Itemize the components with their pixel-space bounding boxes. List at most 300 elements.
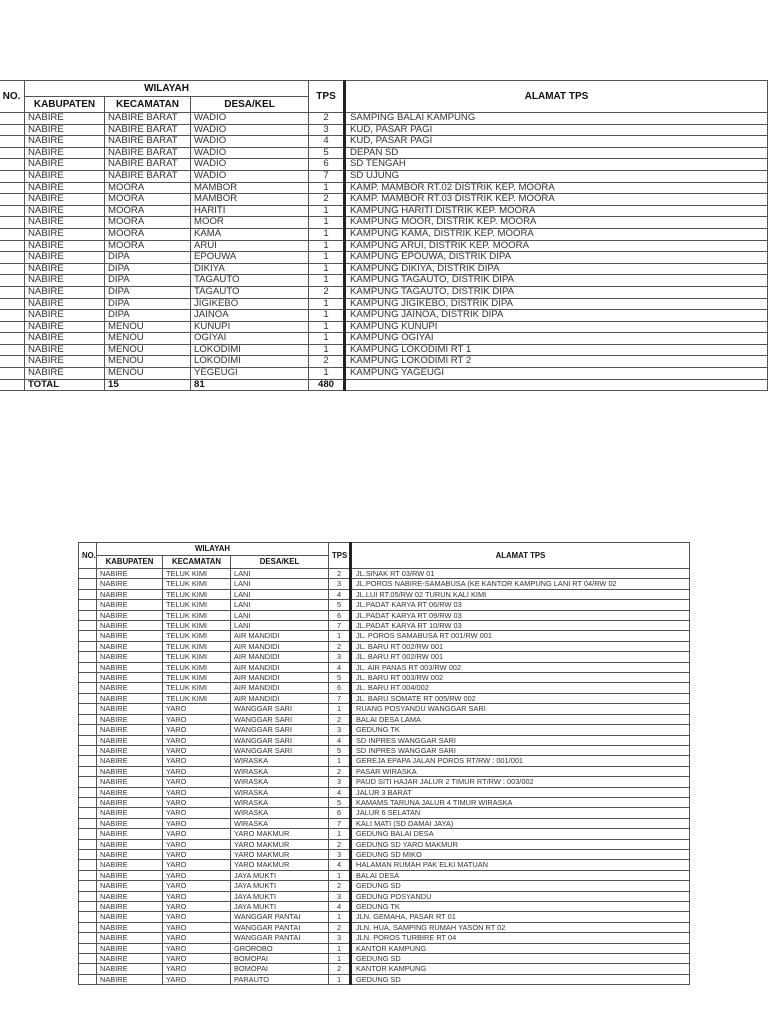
kecamatan-cell: TELUK KIMI [163, 652, 231, 662]
kabupaten-cell: NABIRE [97, 912, 163, 922]
kecamatan-cell: YARO [163, 787, 231, 797]
desa-cell: WADIO [191, 113, 309, 125]
alamat-cell: KAMPUNG MOOR, DISTRIK KEP. MOORA [345, 217, 768, 229]
table-row [79, 787, 690, 797]
kecamatan-cell: TELUK KIMI [163, 610, 231, 620]
table-row [79, 621, 690, 631]
table-row [79, 808, 690, 818]
desa-cell: JAYA MUKTI [231, 870, 329, 880]
kabupaten-cell: NABIRE [25, 310, 105, 322]
desa-cell: WADIO [191, 170, 309, 182]
tps-cell: 1 [309, 228, 345, 240]
alamat-cell: JL.PADAT KARYA RT 09/RW 03 [351, 610, 690, 620]
table-row [0, 275, 768, 287]
kecamatan-cell: TELUK KIMI [163, 673, 231, 683]
table-row [0, 147, 768, 159]
kabupaten-cell: NABIRE [97, 787, 163, 797]
kabupaten-cell: NABIRE [97, 860, 163, 870]
kabupaten-cell: NABIRE [97, 933, 163, 943]
desa-cell: LOKODIMI [191, 356, 309, 368]
desa-cell: TAGAUTO [191, 275, 309, 287]
kabupaten-cell: NABIRE [97, 569, 163, 579]
alamat-cell: JL. BARU RT 002/RW 001 [351, 641, 690, 651]
table-row [79, 964, 690, 974]
table-row [0, 333, 768, 345]
row-number-cell [79, 641, 97, 651]
table-row [79, 933, 690, 943]
tps-cell: 4 [329, 589, 351, 599]
desa-cell: AIR MANDIDI [231, 631, 329, 641]
desa-cell: LOKODIMI [191, 344, 309, 356]
kecamatan-cell: MENOU [105, 356, 191, 368]
kabupaten-cell: NABIRE [97, 693, 163, 703]
desa-cell: WANGGAR SARI [231, 725, 329, 735]
tps-cell: 1 [309, 217, 345, 229]
desa-cell: JAYA MUKTI [231, 902, 329, 912]
kecamatan-cell: YARO [163, 704, 231, 714]
row-number-cell [0, 136, 25, 148]
alamat-cell: JL.LUI RT.05/RW 02 TURUN KALI KIMI [351, 589, 690, 599]
kecamatan-cell: YARO [163, 881, 231, 891]
row-number-cell [79, 652, 97, 662]
kabupaten-cell: NABIRE [97, 766, 163, 776]
kecamatan-cell: YARO [163, 808, 231, 818]
row-number-cell [79, 589, 97, 599]
kecamatan-cell: YARO [163, 933, 231, 943]
table-row [79, 777, 690, 787]
row-number-cell [79, 964, 97, 974]
table-row [0, 298, 768, 310]
tps-cell: 4 [329, 787, 351, 797]
desa-cell: WADIO [191, 159, 309, 171]
kabupaten-cell: NABIRE [97, 839, 163, 849]
desa-cell: HARITI [191, 205, 309, 217]
kabupaten-cell: NABIRE [97, 808, 163, 818]
table-row [79, 881, 690, 891]
kabupaten-cell: NABIRE [97, 704, 163, 714]
row-number-cell [0, 286, 25, 298]
desa-cell: YARO MAKMUR [231, 860, 329, 870]
table-row [0, 240, 768, 252]
tps-cell: 6 [329, 808, 351, 818]
kecamatan-cell: NABIRE BARAT [105, 159, 191, 171]
row-number-cell [0, 275, 25, 287]
kecamatan-cell: YARO [163, 870, 231, 880]
tps-cell: 7 [329, 818, 351, 828]
tps-cell: 1 [309, 368, 345, 380]
alamat-cell: KAMP. MAMBOR RT.03 DISTRIK KEP. MOORA [345, 194, 768, 206]
kecamatan-cell: YARO [163, 849, 231, 859]
desa-cell: ARUI [191, 240, 309, 252]
kecamatan-cell: MENOU [105, 333, 191, 345]
row-number-cell [79, 860, 97, 870]
tps-cell: 1 [329, 756, 351, 766]
row-number-cell [79, 579, 97, 589]
table-row [79, 714, 690, 724]
tps-cell: 2 [329, 641, 351, 651]
desa-cell: JAINOA [191, 310, 309, 322]
alamat-cell: GEDUNG TK [351, 902, 690, 912]
alamat-cell: JL.PADAT KARYA RT 10/RW 03 [351, 621, 690, 631]
kecamatan-cell: MENOU [105, 368, 191, 380]
kecamatan-cell: DIPA [105, 252, 191, 264]
kecamatan-cell: YARO [163, 745, 231, 755]
kecamatan-cell: MOORA [105, 182, 191, 194]
row-number-cell [0, 217, 25, 229]
alamat-cell: KAMPUNG ARUI, DISTRIK KEP. MOORA [345, 240, 768, 252]
kabupaten-cell: NABIRE [25, 333, 105, 345]
tps-cell: 2 [309, 113, 345, 125]
row-number-cell [0, 182, 25, 194]
alamat-cell: KAMPUNG KUNUPI [345, 321, 768, 333]
row-number-cell [79, 756, 97, 766]
tps-cell: 1 [329, 870, 351, 880]
row-number-cell [0, 310, 25, 322]
table-row [79, 735, 690, 745]
table-row [0, 286, 768, 298]
alamat-cell: KAMPUNG KAMA, DISTRIK KEP. MOORA [345, 228, 768, 240]
row-number-cell [79, 933, 97, 943]
kabupaten-cell: NABIRE [25, 194, 105, 206]
tps-cell: 1 [309, 205, 345, 217]
header-desa: DESA/KEL [231, 556, 329, 569]
alamat-cell: GEDUNG SD [351, 974, 690, 984]
kecamatan-cell: YARO [163, 964, 231, 974]
table-row [79, 600, 690, 610]
table-row [0, 182, 768, 194]
desa-cell: YARO MAKMUR [231, 849, 329, 859]
row-number-cell [0, 321, 25, 333]
row-number-cell [79, 943, 97, 953]
total-kecamatan: 15 [105, 379, 191, 391]
table-row [79, 922, 690, 932]
kecamatan-cell: YARO [163, 777, 231, 787]
alamat-cell: JALUR 6 SELATAN [351, 808, 690, 818]
kabupaten-cell: NABIRE [97, 954, 163, 964]
total-row [0, 379, 768, 391]
alamat-cell: KANTOR KAMPUNG [351, 964, 690, 974]
kabupaten-cell: NABIRE [97, 714, 163, 724]
kabupaten-cell: NABIRE [25, 298, 105, 310]
alamat-cell: SD INPRES WANGGAR SARI [351, 735, 690, 745]
tps-cell: 4 [309, 136, 345, 148]
kecamatan-cell: TELUK KIMI [163, 631, 231, 641]
kabupaten-cell: NABIRE [97, 943, 163, 953]
table-row [0, 368, 768, 380]
kabupaten-cell: NABIRE [25, 286, 105, 298]
row-number-cell [79, 766, 97, 776]
desa-cell: AIR MANDIDI [231, 641, 329, 651]
desa-cell: BOMOPAI [231, 964, 329, 974]
desa-cell: WIRASKA [231, 797, 329, 807]
table-row [0, 217, 768, 229]
alamat-cell: PASAR WIRASKA [351, 766, 690, 776]
kabupaten-cell: NABIRE [97, 870, 163, 880]
total-tps: 480 [309, 379, 345, 391]
desa-cell: LANI [231, 600, 329, 610]
kecamatan-cell: MENOU [105, 321, 191, 333]
alamat-cell: KAMPUNG JIGIKEBO, DISTRIK DIPA [345, 298, 768, 310]
tps-cell: 2 [309, 356, 345, 368]
desa-cell: TAGAUTO [191, 286, 309, 298]
alamat-cell: KAMPUNG EPOUWA, DISTRIK DIPA [345, 252, 768, 264]
tps-cell: 4 [329, 860, 351, 870]
row-number-cell [0, 298, 25, 310]
desa-cell: LANI [231, 610, 329, 620]
header-kabupaten: KABUPATEN [25, 97, 105, 113]
desa-cell: AIR MANDIDI [231, 662, 329, 672]
desa-cell: WIRASKA [231, 818, 329, 828]
desa-cell: EPOUWA [191, 252, 309, 264]
row-number-cell [79, 777, 97, 787]
tps-cell: 2 [329, 569, 351, 579]
row-number-cell [79, 621, 97, 631]
row-number-cell [79, 725, 97, 735]
alamat-cell: GEDUNG TK [351, 725, 690, 735]
kabupaten-cell: NABIRE [97, 849, 163, 859]
tps-cell: 2 [309, 286, 345, 298]
kabupaten-cell: NABIRE [25, 182, 105, 194]
kabupaten-cell: NABIRE [25, 217, 105, 229]
row-number-cell [79, 974, 97, 984]
row-number-cell [79, 829, 97, 839]
row-number-cell [0, 333, 25, 345]
alamat-cell: SD UJUNG [345, 170, 768, 182]
alamat-cell: KAMAMS TARUNA JALUR 4 TIMUR WIRASKA [351, 797, 690, 807]
table-row [79, 756, 690, 766]
kecamatan-cell: NABIRE BARAT [105, 170, 191, 182]
tps-cell: 2 [329, 839, 351, 849]
tps-cell: 3 [329, 579, 351, 589]
table-row [79, 818, 690, 828]
desa-cell: AIR MANDIDI [231, 683, 329, 693]
kecamatan-cell: TELUK KIMI [163, 641, 231, 651]
kabupaten-cell: NABIRE [97, 641, 163, 651]
alamat-cell: KUD, PASAR PAGI [345, 124, 768, 136]
kabupaten-cell: NABIRE [97, 797, 163, 807]
table-row [0, 263, 768, 275]
table-row [0, 136, 768, 148]
row-number-cell [79, 839, 97, 849]
kabupaten-cell: NABIRE [97, 964, 163, 974]
alamat-cell: GEDUNG SD [351, 954, 690, 964]
kecamatan-cell: TELUK KIMI [163, 579, 231, 589]
kecamatan-cell: DIPA [105, 263, 191, 275]
row-number-cell [79, 610, 97, 620]
desa-cell: LANI [231, 569, 329, 579]
row-number-cell [0, 113, 25, 125]
tps-cell: 1 [309, 252, 345, 264]
alamat-cell: JL. BARU RT 004/002 [351, 683, 690, 693]
row-number-cell [79, 808, 97, 818]
kecamatan-cell: TELUK KIMI [163, 569, 231, 579]
alamat-cell: GEDUNG SD [351, 881, 690, 891]
alamat-cell: BALAI DESA [351, 870, 690, 880]
tps-cell: 3 [329, 725, 351, 735]
table-row [79, 610, 690, 620]
row-number-cell [0, 344, 25, 356]
tps-cell: 3 [329, 933, 351, 943]
table-row [0, 344, 768, 356]
alamat-cell: KAMPUNG LOKODIMI RT 2 [345, 356, 768, 368]
alamat-cell: SD TENGAH [345, 159, 768, 171]
row-number-cell [79, 673, 97, 683]
row-number-cell [79, 745, 97, 755]
table-row [79, 891, 690, 901]
header-wilayah: WILAYAH [25, 81, 309, 97]
row-number-cell [0, 356, 25, 368]
table-row [0, 194, 768, 206]
alamat-cell: SAMPING BALAI KAMPUNG [345, 113, 768, 125]
table-row [79, 943, 690, 953]
tps-cell: 2 [329, 922, 351, 932]
desa-cell: WANGGAR PANTAI [231, 912, 329, 922]
tps-cell: 5 [309, 147, 345, 159]
kecamatan-cell: TELUK KIMI [163, 662, 231, 672]
kecamatan-cell: MOORA [105, 194, 191, 206]
desa-cell: MOOR [191, 217, 309, 229]
alamat-cell: GEDUNG SD MIKO [351, 849, 690, 859]
header-no: NO. [79, 543, 97, 569]
table-row [79, 954, 690, 964]
kecamatan-cell: TELUK KIMI [163, 600, 231, 610]
kabupaten-cell: NABIRE [97, 902, 163, 912]
desa-cell: WIRASKA [231, 777, 329, 787]
alamat-cell: KAMPUNG JAINOA, DISTRIK DIPA [345, 310, 768, 322]
kabupaten-cell: NABIRE [97, 683, 163, 693]
desa-cell: PARAUTO [231, 974, 329, 984]
row-number-cell [0, 194, 25, 206]
kecamatan-cell: MOORA [105, 205, 191, 217]
table-row [0, 252, 768, 264]
kabupaten-cell: NABIRE [97, 829, 163, 839]
kabupaten-cell: NABIRE [25, 240, 105, 252]
kecamatan-cell: YARO [163, 766, 231, 776]
kabupaten-cell: NABIRE [97, 631, 163, 641]
kecamatan-cell: YARO [163, 943, 231, 953]
tps-cell: 2 [329, 766, 351, 776]
header-tps: TPS [309, 81, 345, 113]
desa-cell: LANI [231, 621, 329, 631]
table-row [0, 356, 768, 368]
desa-cell: JIGIKEBO [191, 298, 309, 310]
kecamatan-cell: TELUK KIMI [163, 589, 231, 599]
desa-cell: YARO MAKMUR [231, 839, 329, 849]
alamat-cell: KUD, PASAR PAGI [345, 136, 768, 148]
tps-cell: 1 [309, 321, 345, 333]
header-no: NO. [0, 81, 25, 113]
desa-cell: WANGGAR SARI [231, 714, 329, 724]
kecamatan-cell: YARO [163, 912, 231, 922]
kabupaten-cell: NABIRE [25, 113, 105, 125]
tps-cell: 1 [309, 275, 345, 287]
desa-cell: WANGGAR PANTAI [231, 933, 329, 943]
kabupaten-cell: NABIRE [97, 673, 163, 683]
table-row [79, 631, 690, 641]
kabupaten-cell: NABIRE [97, 756, 163, 766]
desa-cell: KAMA [191, 228, 309, 240]
tps-cell: 7 [329, 693, 351, 703]
header-kabupaten: KABUPATEN [97, 556, 163, 569]
kabupaten-cell: NABIRE [25, 275, 105, 287]
kecamatan-cell: MOORA [105, 240, 191, 252]
tps-cell: 4 [329, 902, 351, 912]
row-number-cell [0, 159, 25, 171]
tps-cell: 6 [329, 683, 351, 693]
tps-cell: 5 [329, 600, 351, 610]
kabupaten-cell: NABIRE [97, 922, 163, 932]
kecamatan-cell: YARO [163, 954, 231, 964]
table-row [79, 797, 690, 807]
desa-cell: WANGGAR SARI [231, 704, 329, 714]
kecamatan-cell: YARO [163, 922, 231, 932]
alamat-cell: KAMPUNG OGIYAI [345, 333, 768, 345]
header-tps: TPS [329, 543, 351, 569]
row-number-cell [0, 228, 25, 240]
kabupaten-cell: NABIRE [97, 600, 163, 610]
tps-cell: 1 [309, 263, 345, 275]
kecamatan-cell: YARO [163, 797, 231, 807]
table-row [79, 766, 690, 776]
desa-cell: GROROBO [231, 943, 329, 953]
desa-cell: BOMOPAI [231, 954, 329, 964]
kabupaten-cell: NABIRE [25, 170, 105, 182]
kecamatan-cell: NABIRE BARAT [105, 136, 191, 148]
table-row [0, 321, 768, 333]
row-number-cell [79, 870, 97, 880]
kabupaten-cell: NABIRE [97, 610, 163, 620]
kabupaten-cell: NABIRE [25, 368, 105, 380]
tps-cell: 6 [329, 610, 351, 620]
desa-cell: WADIO [191, 136, 309, 148]
table-row [79, 589, 690, 599]
row-number-cell [79, 818, 97, 828]
alamat-cell: KALI MATI (SD DAMAI JAYA) [351, 818, 690, 828]
row-number-cell [79, 797, 97, 807]
tps-cell: 2 [329, 964, 351, 974]
row-number-cell [79, 849, 97, 859]
kecamatan-cell: MENOU [105, 344, 191, 356]
table-row [79, 849, 690, 859]
kabupaten-cell: NABIRE [97, 881, 163, 891]
desa-cell: AIR MANDIDI [231, 693, 329, 703]
row-number-cell [79, 735, 97, 745]
kabupaten-cell: NABIRE [25, 228, 105, 240]
kabupaten-cell: NABIRE [25, 124, 105, 136]
header-desa: DESA/KEL [191, 97, 309, 113]
table-row [0, 159, 768, 171]
alamat-cell: GEDUNG BALAI DESA [351, 829, 690, 839]
kecamatan-cell: TELUK KIMI [163, 693, 231, 703]
kabupaten-cell: NABIRE [97, 974, 163, 984]
desa-cell: JAYA MUKTI [231, 881, 329, 891]
tps-cell: 3 [329, 849, 351, 859]
desa-cell: WANGGAR SARI [231, 735, 329, 745]
tps-cell: 1 [309, 298, 345, 310]
desa-cell: WANGGAR PANTAI [231, 922, 329, 932]
table-row [79, 745, 690, 755]
alamat-cell: JLN. GEMAHA, PASAR RT 01 [351, 912, 690, 922]
alamat-cell: SD INPRES WANGGAR SARI [351, 745, 690, 755]
header-alamat: ALAMAT TPS [351, 543, 690, 569]
kabupaten-cell: NABIRE [25, 344, 105, 356]
kabupaten-cell: NABIRE [97, 652, 163, 662]
alamat-cell: JL.POROS NABIRE-SAMABUSA (KE KANTOR KAMPUNG LANI RT 04/RW 02 [351, 579, 690, 589]
alamat-cell: KAMPUNG DIKIYA, DISTRIK DIPA [345, 263, 768, 275]
kabupaten-cell: NABIRE [97, 579, 163, 589]
desa-cell: DIKIYA [191, 263, 309, 275]
kabupaten-cell: NABIRE [97, 818, 163, 828]
